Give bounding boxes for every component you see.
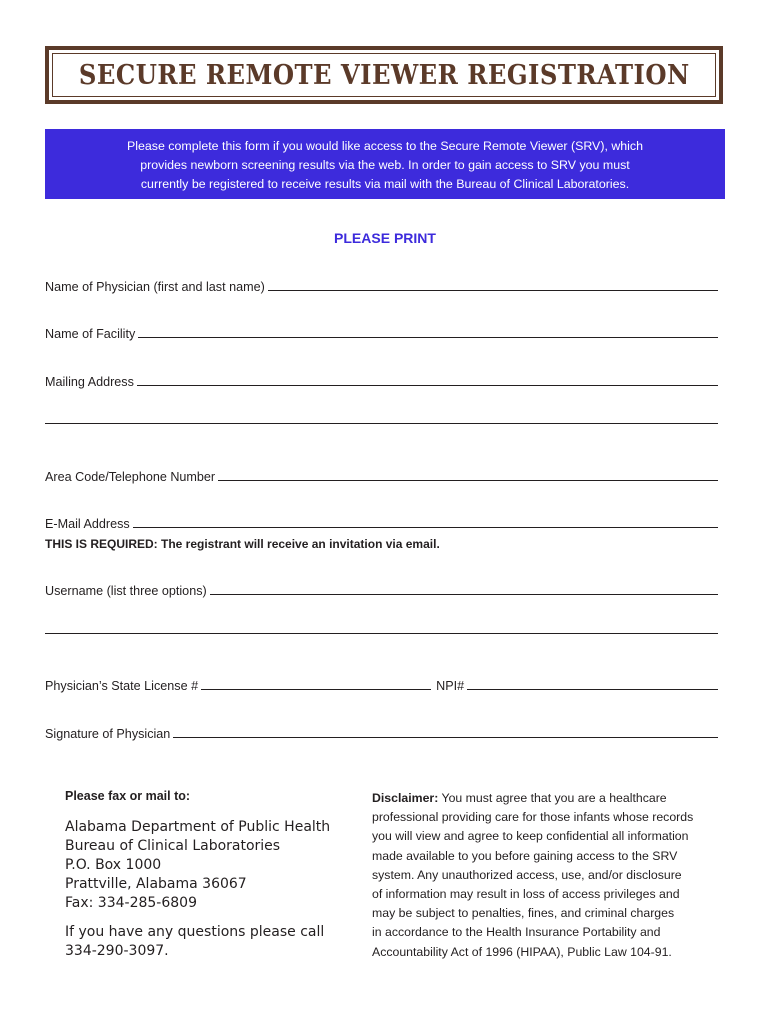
npi-line[interactable] xyxy=(467,688,718,690)
physician-name-line[interactable] xyxy=(268,289,718,291)
signature-label: Signature of Physician xyxy=(45,727,171,741)
username-label: Username (list three options) xyxy=(45,584,207,598)
address-line-4: Prattville, Alabama 36067 xyxy=(65,876,247,892)
intro-line-3: currently be registered to receive results via mail with the Bureau of Clinical Laboratories. xyxy=(140,177,630,191)
username-line[interactable] xyxy=(210,593,718,595)
npi-label: NPI# xyxy=(436,679,465,693)
phone-line[interactable] xyxy=(218,479,718,481)
license-npi-row xyxy=(45,679,718,693)
questions-phone: 334-290-3097. xyxy=(65,943,169,959)
mailing-address-field-2[interactable] xyxy=(45,422,718,427)
please-print-heading: PLEASE PRINT xyxy=(334,230,436,246)
intro-line-1: Please complete this form if you would like access to the Secure Remote Viewer (SRV), which xyxy=(126,139,644,153)
address-line-2: Bureau of Clinical Laboratories xyxy=(65,838,281,854)
address-line-3: P.O. Box 1000 xyxy=(65,857,162,873)
facility-label: Name of Facility xyxy=(45,327,136,341)
facility-line[interactable] xyxy=(138,336,718,338)
disclaimer-block xyxy=(372,789,717,962)
title-box xyxy=(45,46,723,104)
intro-banner xyxy=(45,129,725,199)
phone-label: Area Code/Telephone Number xyxy=(45,470,216,484)
facility-field[interactable] xyxy=(45,327,718,341)
license-line[interactable] xyxy=(201,688,431,690)
signature-line[interactable] xyxy=(173,736,718,738)
username-field-2[interactable] xyxy=(45,632,718,637)
mailing-address-line-2[interactable] xyxy=(45,422,718,424)
email-label: E-Mail Address xyxy=(45,517,130,531)
email-required-note: THIS IS REQUIRED: The registrant will receive an invitation via email. xyxy=(45,537,440,551)
disclaimer-line-5: system. Any unauthorized access, use, and/or disclosure xyxy=(372,867,682,882)
mailing-address-block xyxy=(65,818,330,913)
disclaimer-line-4: made available to you before gaining access to the SRV xyxy=(372,848,678,863)
disclaimer-line-8: in accordance to the Health Insurance Portability and xyxy=(372,925,661,940)
address-line-1: Alabama Department of Public Health xyxy=(65,819,331,835)
disclaimer-line-1: You must agree that you are a healthcare xyxy=(438,791,667,805)
disclaimer-label: Disclaimer: xyxy=(372,791,439,805)
username-field[interactable] xyxy=(45,584,718,598)
disclaimer-line-3: you will view and agree to keep confidential all information xyxy=(372,829,689,844)
mailing-address-field[interactable] xyxy=(45,375,718,389)
phone-field[interactable] xyxy=(45,470,718,484)
disclaimer-line-6: of information may result in loss of access privileges and xyxy=(372,887,680,902)
disclaimer-line-9: Accountability Act of 1996 (HIPAA), Public Law 104-91. xyxy=(372,944,672,959)
mailing-address-label: Mailing Address xyxy=(45,375,134,389)
disclaimer-line-7: may be subject to penalties, fines, and criminal charges xyxy=(372,906,675,921)
disclaimer-line-2: professional providing care for those infants whose records xyxy=(372,810,694,825)
signature-field[interactable] xyxy=(45,727,718,741)
username-line-2[interactable] xyxy=(45,632,718,634)
questions-block xyxy=(65,923,324,961)
email-field[interactable] xyxy=(45,517,718,531)
questions-line-1: If you have any questions please call xyxy=(65,924,325,940)
intro-line-2: provides newborn screening results via the web. In order to gain access to SRV you must xyxy=(140,158,630,172)
license-label: Physician’s State License # xyxy=(45,679,199,693)
mailing-address-line[interactable] xyxy=(137,384,718,386)
fax-heading: Please fax or mail to: xyxy=(65,789,191,803)
fax-number: Fax: 334-285-6809 xyxy=(65,895,197,911)
email-line[interactable] xyxy=(133,526,718,528)
physician-name-label: Name of Physician (first and last name) xyxy=(45,280,265,294)
page-title: SECURE REMOTE VIEWER REGISTRATION xyxy=(78,59,690,91)
physician-name-field[interactable] xyxy=(45,280,718,294)
